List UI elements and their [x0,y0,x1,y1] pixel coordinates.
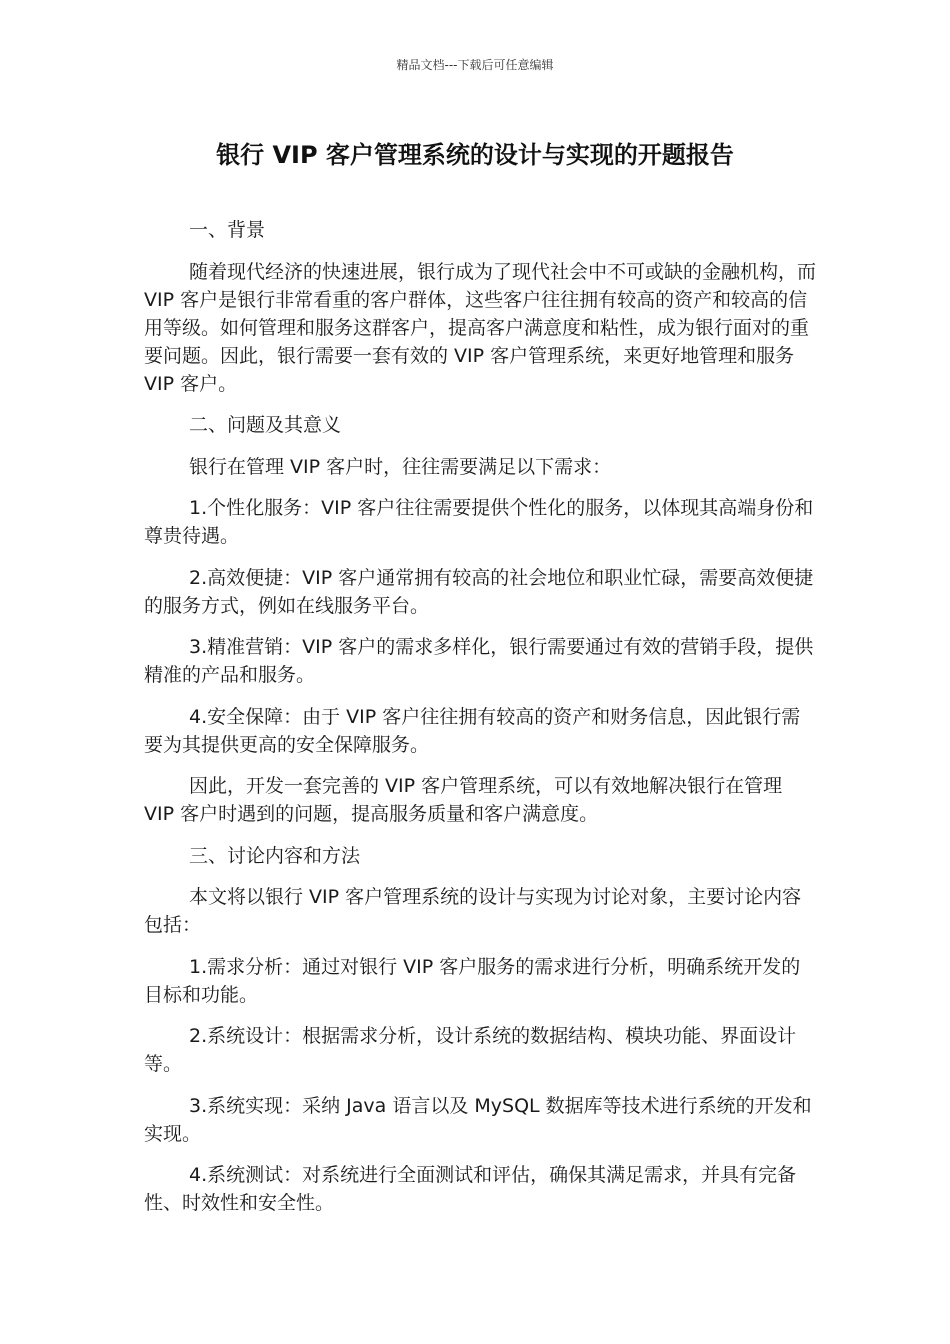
document-body [144,216,816,1231]
paragraph-significance: 因此，开发一套完善的 VIP 客户管理系统，可以有效地解决银行在管理 VIP 客户时遇到的问题，提高服务质量和客户满意度。 [144,775,783,825]
list-item-requirements-analysis: 1.需求分析：通过对银行 VIP 客户服务的需求进行分析，明确系统开发的目标和功能。 [144,955,801,1006]
list-item-efficiency: 2.高效便捷：VIP 客户通常拥有较高的社会地位和职业忙碌，需要高效便捷的服务方式，例如在线服务平台。 [144,566,814,617]
section-heading-methods: 三、讨论内容和方法 [189,844,361,867]
list-item-system-testing: 4.系统测试：对系统进行全面测试和评估，确保其满足需求，并具有完备性、时效性和安全性。 [144,1164,797,1214]
paragraph-methods-intro: 本文将以银行 VIP 客户管理系统的设计与实现为讨论对象，主要讨论内容包括： [144,886,802,936]
document-title: 银行 VIP 客户管理系统的设计与实现的开题报告 [216,141,734,169]
list-item-personalized-service: 1.个性化服务：VIP 客户往往需要提供个性化的服务，以体现其高端身份和尊贵待遇。 [144,497,814,547]
paragraph-background: 随着现代经济的快速进展，银行成为了现代社会中不可或缺的金融机构，而 VIP 客户是银行非常看重的客户群体，这些客户往往拥有较高的资产和较高的信用等级。如何管理和服务这群客户，提高客户满意度和粘性，成为银行面对的重要问题。因此，银行需要一套有效的 VIP 客户管理系统，来更好地管理和服务 VIP 客户。 [144,260,817,395]
header-note: 精品文档---下载后可任意编辑 [396,58,554,72]
list-item-precise-marketing: 3.精准营销：VIP 客户的需求多样化，银行需要通过有效的营销手段，提供精准的产品和服务。 [144,636,814,686]
list-item-security: 4.安全保障：由于 VIP 客户往往拥有较高的资产和财务信息，因此银行需要为其提供更高的安全保障服务。 [144,705,801,756]
paragraph-needs-intro: 银行在管理 VIP 客户时，往往需要满足以下需求： [189,455,612,478]
section-heading-background: 一、背景 [189,219,266,241]
list-item-system-implementation: 3.系统实现：采纳 Java 语言以及 MySQL 数据库等技术进行系统的开发和实现。 [144,1094,812,1145]
section-heading-problem: 二、问题及其意义 [189,414,342,436]
list-item-system-design: 2.系统设计：根据需求分析，设计系统的数据结构、模块功能、界面设计等。 [144,1025,797,1075]
